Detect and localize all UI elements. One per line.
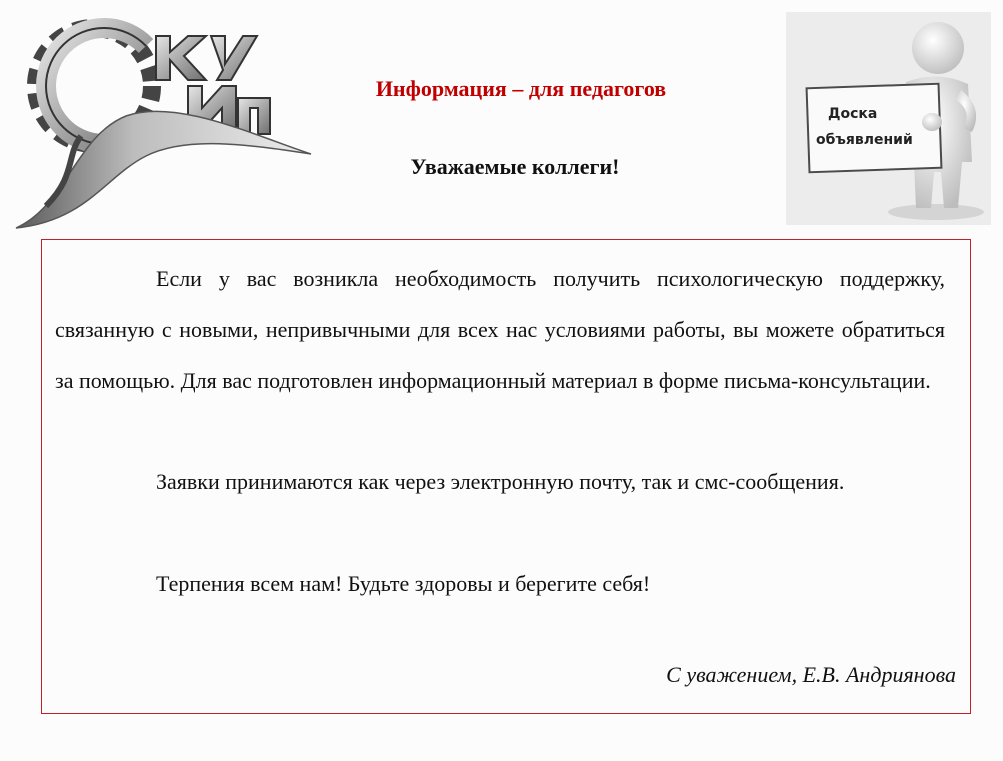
announcement-board-figure-icon bbox=[786, 12, 991, 225]
letter-paragraph-2: Заявки принимаются как через электронную почту, так и смс-сообщения. bbox=[156, 469, 845, 494]
board-line1: Доска bbox=[828, 106, 878, 122]
greeting-heading: Уважаемые коллеги! bbox=[410, 154, 620, 179]
college-logo bbox=[6, 6, 316, 234]
board-line2: объявлений bbox=[816, 132, 913, 148]
page-title: Информация – для педагогов bbox=[375, 76, 667, 101]
letter-paragraph-3: Терпения всем нам! Будьте здоровы и берегите себя! bbox=[156, 571, 651, 596]
letter-signature: С уважением, Е.В. Андриянова bbox=[666, 662, 956, 687]
letter-frame bbox=[41, 239, 971, 714]
letter-paragraph-1: Если у вас возникла необходимость получить психологическую поддержку, связанную с новыми, непривычными для всех нас условиями работы, вы можете обратиться за помощью. Для вас подготовлен информационный материал в форме письма-консультации. bbox=[55, 266, 945, 393]
